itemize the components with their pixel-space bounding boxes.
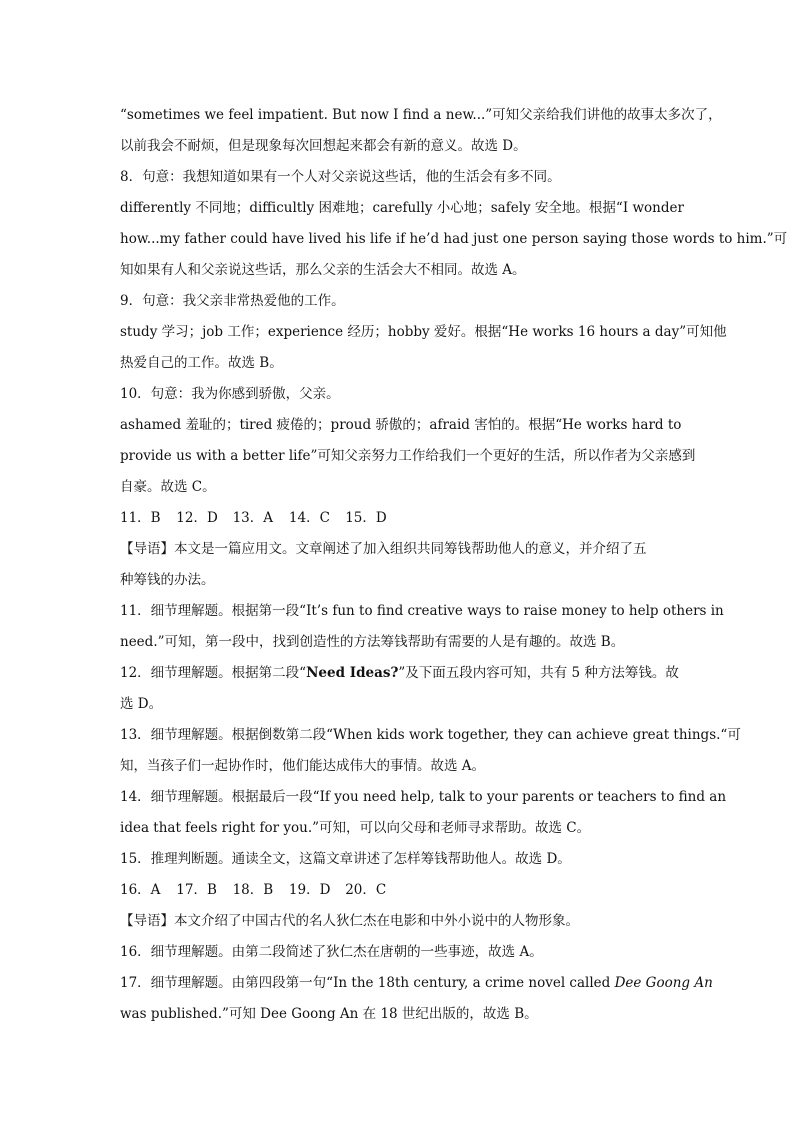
answer-item: 17．B — [176, 882, 217, 898]
text-line: 种筹钱的办法。 — [120, 572, 215, 588]
answer-item: 13．A — [232, 510, 274, 526]
document-body — [120, 100, 788, 1030]
text-line: 【导语】本文介绍了中国古代的名人狄仁杰在电影和中外小说中的人物形象。 — [120, 913, 579, 929]
text-line: 以前我会不耐烦，但是现象每次回想起来都会有新的意义。故选 D。 — [120, 138, 527, 154]
answer-item: 11．B — [120, 510, 161, 526]
answer-item: 16．A — [120, 882, 161, 898]
text-line: 自豪。故选 C。 — [120, 479, 216, 495]
text-line — [120, 968, 713, 999]
text-line: 13．细节理解题。根据倒数第二段“When kids work together, they can achieve great things.“可 — [120, 727, 741, 743]
italic-title: Dee Goong An — [614, 975, 713, 991]
text-line: 11．细节理解题。根据第一段“It’s fun to find creative ways to raise money to help others in — [120, 603, 724, 619]
text-line: ashamed 羞耻的；tired 疲倦的；proud 骄傲的；afraid 害怕的。根据“He works hard to — [120, 417, 682, 433]
answer-row — [120, 503, 680, 534]
text-line: was published.”可知 Dee Goong An 在 18 世纪出版的，故选 B。 — [120, 1006, 538, 1022]
text-line: 知如果有人和父亲说这些话，那么父亲的生活会大不相同。故选 A。 — [120, 262, 526, 278]
bold-heading-ref: Need Ideas? — [306, 665, 399, 681]
answer-item: 15．D — [345, 510, 387, 526]
text-line: 15．推理判断题。通读全文，这篇文章讲述了怎样筹钱帮助他人。故选 D。 — [120, 851, 571, 867]
text-line: 16．细节理解题。由第二段简述了狄仁杰在唐朝的一些事迹，故选 A。 — [120, 944, 543, 960]
answer-item: 20．C — [345, 882, 387, 898]
answer-item: 19．D — [288, 882, 331, 898]
text-line: 知，当孩子们一起协作时，他们能达成伟大的事情。故选 A。 — [120, 758, 486, 774]
text-line: 热爱自己的工作。故选 B。 — [120, 355, 283, 371]
answer-item: 18．B — [232, 882, 274, 898]
text-line: 8．句意：我想知道如果有一个人对父亲说这些话，他的生活会有多不同。 — [120, 169, 561, 185]
text-line: 14．细节理解题。根据最后一段“If you need help, talk to your parents or teachers to find an — [120, 789, 727, 805]
text-run: ”及下面五段内容可知，共有 5 种方法筹钱。故 — [398, 665, 679, 681]
text-line: 10．句意：我为你感到骄傲，父亲。 — [120, 386, 340, 402]
text-line: “sometimes we feel impatient. But now I find a new...”可知父亲给我们讲他的故事太多次了， — [120, 107, 722, 123]
text-line: 9．句意：我父亲非常热爱他的工作。 — [120, 293, 345, 309]
text-line: 选 D。 — [120, 696, 163, 712]
text-run: 12．细节理解题。根据第二段“ — [120, 665, 307, 681]
text-line — [120, 658, 680, 689]
text-run: 17．细节理解题。由第四段第一句“In the 18th century, a crime novel called — [120, 975, 615, 991]
text-line: idea that feels right for you.”可知，可以向父母和老师寻求帮助。故选 C。 — [120, 820, 591, 836]
text-line: differently 不同地；difficultly 困难地；carefully 小心地；safely 安全地。根据“I wonder — [120, 200, 684, 216]
answer-row — [120, 875, 680, 906]
text-line: 【导语】本文是一篇应用文。文章阐述了加入组织共同筹钱帮助他人的意义，并介绍了五 — [120, 541, 647, 557]
text-line: study 学习；job 工作；experience 经历；hobby 爱好。根据“He works 16 hours a day”可知他 — [120, 324, 727, 340]
answer-item: 14．C — [288, 510, 330, 526]
text-line: need.”可知，第一段中，找到创造性的方法筹钱帮助有需要的人是有趣的。故选 B。 — [120, 634, 625, 650]
text-line: provide us with a better life”可知父亲努力工作给我们一个更好的生活，所以作者为父亲感到 — [120, 448, 696, 464]
text-line: how...my father could have lived his life if he’d had just one person saying those words to him.”可 — [120, 231, 788, 247]
answer-item: 12．D — [176, 510, 218, 526]
